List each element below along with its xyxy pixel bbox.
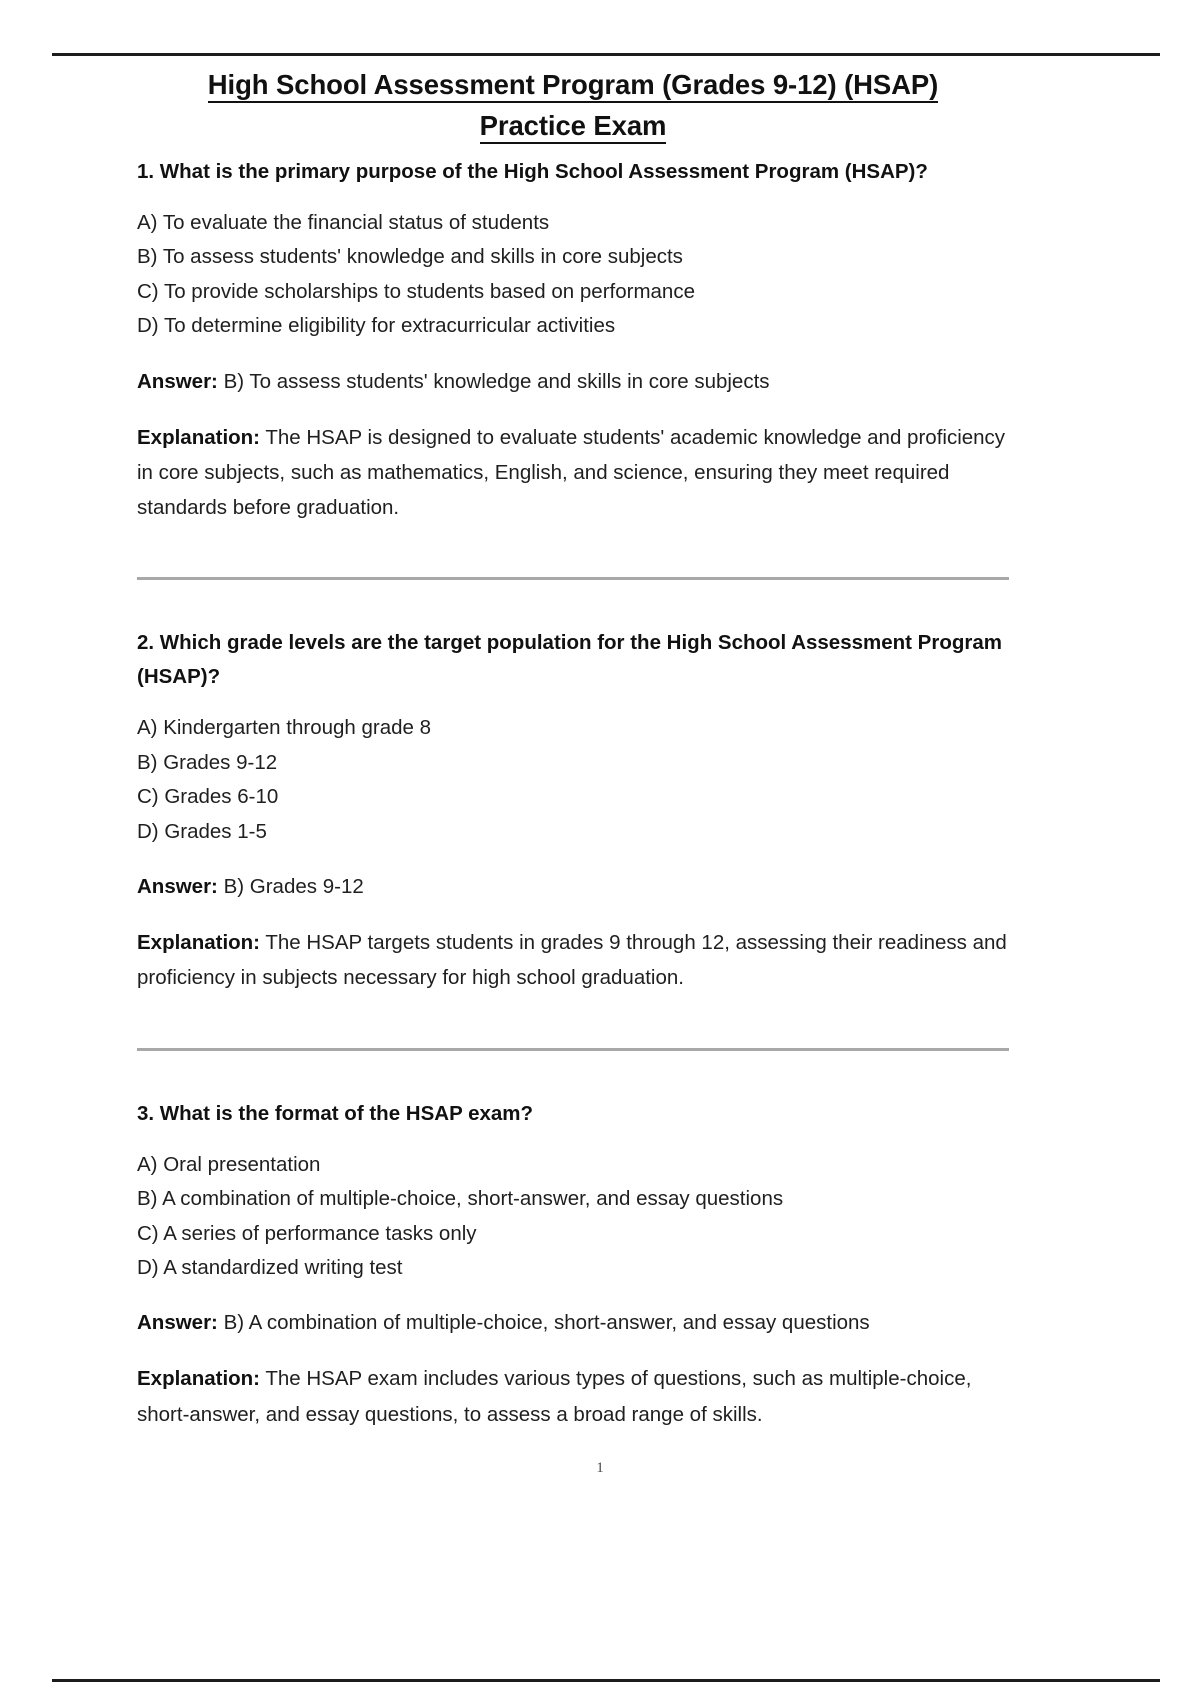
answer-line-2 (137, 870, 1009, 904)
option-1-c[interactable]: C) To provide scholarships to students based on performance (137, 279, 695, 303)
option-3-a[interactable]: A) Oral presentation (137, 1152, 321, 1176)
option-3-d[interactable]: D) A standardized writing test (137, 1255, 403, 1279)
question-stem-1: 1. What is the primary purpose of the High School Assessment Program (HSAP)? (137, 159, 928, 183)
answer-text-1: B) To assess students' knowledge and skills in core subjects (223, 369, 770, 393)
explanation-text-2: The HSAP targets students in grades 9 through 12, assessing their readiness and proficiency in subjects necessary for high school graduation. (137, 931, 1007, 990)
option-3-b[interactable]: B) A combination of multiple-choice, short-answer, and essay questions (137, 1187, 784, 1211)
question-stem-2: 2. Which grade levels are the target population for the High School Assessment Program (HSAP)? (137, 631, 1002, 689)
answer-label-2: Answer: (137, 875, 218, 899)
page-title-line-1-text: High School Assessment Program (Grades 9-12) (HSAP) (208, 69, 938, 103)
option-3-c[interactable]: C) A series of performance tasks only (137, 1221, 477, 1245)
page-title (137, 66, 1009, 145)
option-2-c[interactable]: C) Grades 6-10 (137, 785, 279, 809)
explanation-2 (137, 925, 1009, 996)
option-1-b[interactable]: B) To assess students' knowledge and skills in core subjects (137, 245, 683, 269)
options-list-3 (137, 1148, 1009, 1286)
explanation-label-2: Explanation: (137, 931, 261, 955)
answer-label-3: Answer: (137, 1311, 218, 1335)
answer-line-3 (137, 1306, 1009, 1340)
option-2-d[interactable]: D) Grades 1-5 (137, 819, 267, 843)
question-block-3 (137, 1097, 1009, 1432)
page-title-line-1 (137, 66, 1009, 103)
page-bottom-rule (52, 1679, 1160, 1682)
option-1-a[interactable]: A) To evaluate the financial status of students (137, 210, 550, 234)
options-list-1 (137, 206, 1009, 344)
question-separator-2 (137, 1048, 1009, 1051)
document-content (137, 66, 1009, 1432)
page-number: 1 (596, 1460, 604, 1476)
page-top-rule (52, 53, 1160, 56)
explanation-1 (137, 420, 1009, 526)
explanation-3 (137, 1361, 1009, 1432)
option-2-a[interactable]: A) Kindergarten through grade 8 (137, 716, 432, 740)
explanation-label-3: Explanation: (137, 1367, 261, 1391)
question-separator-1 (137, 577, 1009, 580)
explanation-label-1: Explanation: (137, 425, 261, 449)
question-block-1 (137, 155, 1009, 526)
question-stem-3: 3. What is the format of the HSAP exam? (137, 1101, 534, 1125)
options-list-2 (137, 711, 1009, 849)
answer-text-3: B) A combination of multiple-choice, short-answer, and essay questions (223, 1311, 870, 1335)
answer-text-2: B) Grades 9-12 (223, 875, 364, 899)
question-block-2 (137, 626, 1009, 995)
page-title-line-2-text: Practice Exam (480, 110, 667, 144)
page-title-line-2 (137, 107, 1009, 144)
answer-line-1 (137, 365, 1009, 399)
explanation-text-1: The HSAP is designed to evaluate students' academic knowledge and proficiency in core subjects, such as mathematics, English, and science, ensuring they meet required standards before graduation. (137, 425, 1006, 520)
option-1-d[interactable]: D) To determine eligibility for extracurricular activities (137, 314, 616, 338)
explanation-text-3: The HSAP exam includes various types of questions, such as multiple-choice, short-answer, and essay questions, to assess a broad range of skills. (137, 1367, 972, 1426)
option-2-b[interactable]: B) Grades 9-12 (137, 750, 278, 774)
answer-label-1: Answer: (137, 369, 218, 393)
